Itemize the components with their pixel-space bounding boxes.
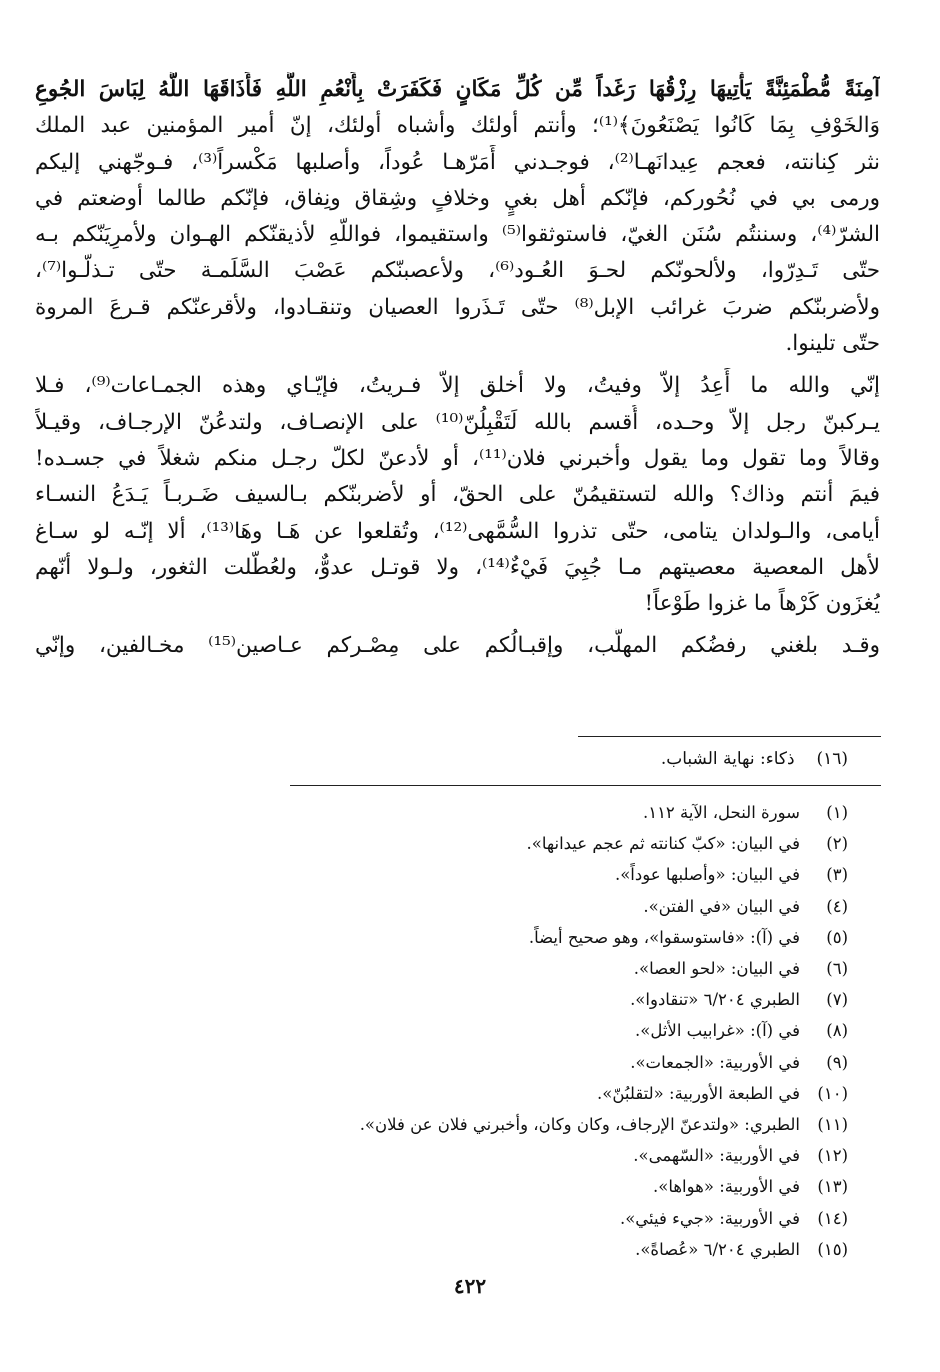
main-text [35, 72, 880, 665]
text-line: حتّى تلينوا. [785, 331, 880, 357]
footnote-number: (٥) [826, 927, 848, 947]
footnote-item [228, 984, 848, 1015]
footnote-text: في البيان: «كبّ كنانته ثم عجم عيدانها». [526, 834, 800, 854]
footnote-text: في الأوربية: «الجمعات». [630, 1052, 800, 1072]
footnote-text: الطبري ٦/٢٠٤ «تنقادوا». [630, 990, 800, 1010]
text-line: يـركبنّ رجل إلاّ وحـده، أُقسم بالله لَتَقْبِلُنّ⁽¹⁰⁾ على الإنصـاف، ولتدعُنّ الإرجـاف، وقيـلاً [35, 409, 880, 435]
footnote-item [228, 797, 848, 828]
footnote-item [228, 1203, 848, 1234]
footnote-text: الطبري: «ولتدعنّ الإرجاف، وكان وكان، وأخبرني فلان عن فلان». [359, 1115, 800, 1135]
text-line: وقالاً وما تقول وما يقول وأخبرني فلان⁽¹¹⁾، أو لأدعنّ لكلّ رجـل منكم شغلاً في جسـده! [35, 445, 880, 471]
footnote-number: (٧) [826, 990, 848, 1010]
footnote-text: في البيان: «لحو العصا». [633, 959, 800, 979]
footnote-number: (٩) [826, 1052, 848, 1072]
footnote-item [228, 922, 848, 953]
text-line: لأهل المعصية معصيتهم مـا جُبِيَ فَيْءٌ⁽¹⁴⁾، ولا قوتـل عدوٌّ، ولعُطّلت الثغور، ولـولا أنّهم [35, 554, 880, 580]
footnote-number: (١٥) [817, 1239, 848, 1259]
footnote-item [228, 891, 848, 922]
text-line: ولأضربنّكم ضربَ غرائب الإبل⁽⁸⁾ حتّى تَـذَروا العصيان وتنقـادوا، ولأقرعنّكم قـرعَ المروة [35, 294, 880, 320]
paragraph-1 [35, 72, 880, 362]
text-line: أيامى، والـولدان يتامى، حتّى تذروا السُّمَّهى⁽¹²⁾، وتُقلعوا عن هَـا وهَا⁽¹³⁾، ألا إنّـه لو سـاغ [35, 518, 880, 544]
footnote-item [228, 828, 848, 859]
footnote-separator [578, 736, 881, 737]
footnote-text: في الأوربية: «السّهمى». [633, 1146, 800, 1166]
footnote-text: في البيان «في الفتن». [643, 896, 800, 916]
footnote-item [228, 1109, 848, 1140]
footnote-text: في (آ): «غرابيب الأثل». [635, 1021, 800, 1041]
footnote-item [228, 1015, 848, 1046]
footnote-text: الطبري ٦/٢٠٤ «عُصاةً». [635, 1239, 800, 1259]
page-number: ٤٢٢ [453, 1274, 487, 1298]
footnote-number: (٨) [826, 1021, 848, 1041]
footnote-text: ذكاء: نهاية الشباب. [660, 749, 795, 769]
footnote-item [228, 859, 848, 890]
footnote-text: في البيان: «وأصلبها عوداً». [614, 865, 800, 885]
footnote-number: (٤) [826, 896, 848, 916]
footnote-list [228, 797, 848, 1265]
footnote-text: سورة النحل، الآية ١١٢. [642, 803, 800, 822]
footnote-text: في (آ): «فاستوسقوا»، وهو صحيح أيضاً. [528, 927, 800, 947]
text-line: الشرّ⁽⁴⁾، وسننتُم سُنَن الغيّ، فاستوثقوا⁽⁵⁾ واستقيموا، فواللّهِ لأذيقنّكم الهـوان ولأمرِيَنّكم بـه [35, 222, 880, 248]
text-line: إنّي والله ما أَعِدُ إلاّ وفيتُ، ولا أخلق إلاّ فـريتُ، فإيّـاي وهذه الجمـاعات⁽⁹⁾، فـلا [35, 373, 880, 399]
footnote-item [228, 1140, 848, 1171]
footnote-text: في الأوربية: «جيء فيئي». [619, 1208, 800, 1228]
paragraph-2 [35, 368, 880, 622]
footnote-number: (١) [826, 803, 848, 822]
footnote-carryover [661, 745, 848, 773]
footnote-item [228, 1234, 848, 1265]
footnote-number: (١٠) [817, 1083, 848, 1103]
footnote-number: (١٢) [817, 1146, 848, 1166]
footnote-text: في الطبعة الأوربية: «لتقلبُنّ». [596, 1083, 800, 1103]
footnote-number: (٣) [826, 865, 848, 885]
text-line: وقـد بلغني رفضُكم المهلَّب، وإقبـالُكم على مِصْـركم عـاصين⁽¹⁵⁾ مخـالفين، وإنّي [35, 633, 880, 659]
text-line: ورمى بي في نُحُوركم، فإنّكم أهل بغيٍ وخلافٍ وشِقاق ونِفاق، فإنّكم طالما أوضعتم في [35, 185, 880, 211]
footnote-number: (١٣) [817, 1177, 848, 1197]
text-line: حتّى تَـدِرّوا، ولألحونّكم لحـوَ العُـود⁽⁶⁾، ولأعصبنّكم عَصْبَ السَّلَمـة حتّى تـذلّـوا⁽⁷⁾، [35, 258, 880, 284]
footnote-item [228, 1047, 848, 1078]
footnote-item [228, 1171, 848, 1202]
paragraph-3 [35, 628, 880, 664]
footnote-number: (٢) [826, 834, 848, 854]
footnote-number: (١٤) [817, 1208, 848, 1228]
text-line: فيمَ أنتم وذاك؟ والله لتستقيمُنّ على الحقّ، أو لأضربنّكم بـالسيف ضَـربـاً يَـدَعُ النسـاء [35, 482, 880, 508]
footnote-divider [290, 785, 881, 786]
footnote-number: (٦) [826, 959, 848, 979]
footnote-number: (١١) [817, 1115, 848, 1135]
footnote-item [228, 1078, 848, 1109]
text-line: وَالخَوْفِ بِمَا كَانُوا يَصْنَعُونَ﴾⁽¹⁾؛ وأنتم أولئك وأشباه أولئك، إنّ أمير المؤمنين عبد الملك [35, 113, 880, 139]
text-line: يُغزَون كَرْهاً ما غزوا طَوْعاً! [644, 591, 880, 617]
footnote-item [228, 953, 848, 984]
text-line: نثر كِنانته، فعجم عِيدانَهـا⁽²⁾، فوجـدني أَمَرّهـا عُوداً، وأصلبها مَكْسراً⁽³⁾، فـوجّهني إليكم [35, 149, 880, 175]
text-line: آمِنَةً مُّطْمَئِنَّةً يَأْتِيهَا رِزْقُهَا رَغَداً مِّن كُلِّ مَكَانٍ فَكَفَرَتْ بِأَنْعُمِ اللَّهِ فَأَذَاقَهَا اللَّهُ لِبَاسَ الجُوعِ [35, 77, 880, 102]
footnote-text: في الأوربية: «هواها». [652, 1177, 800, 1197]
footnote-number: (١٦) [816, 749, 848, 769]
